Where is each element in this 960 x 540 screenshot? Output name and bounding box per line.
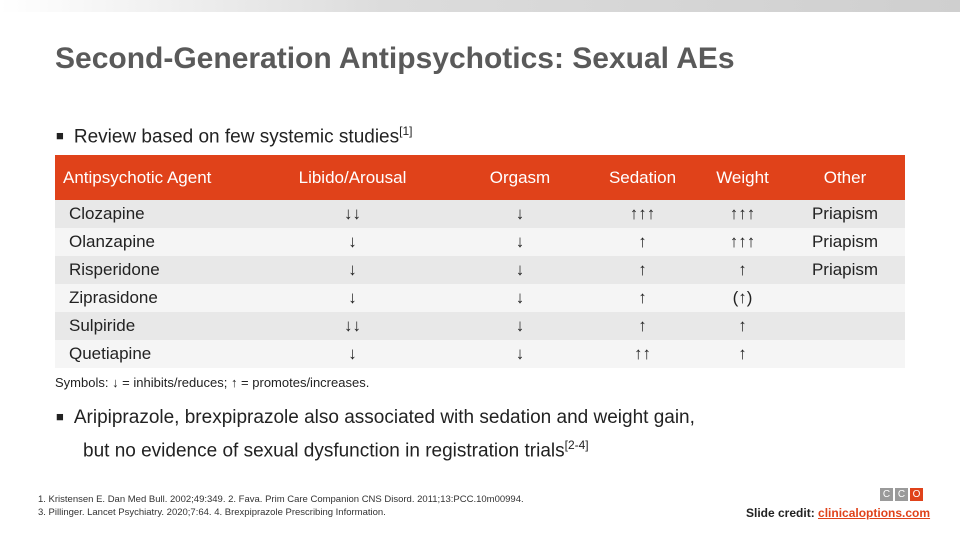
cell-orgasm: ↓: [515, 288, 525, 307]
cell-agent: Risperidone: [69, 260, 160, 279]
header-weight: Weight: [716, 167, 769, 187]
bullet-aripiprazole-line2: but no evidence of sexual dysfunction in registration trials: [83, 440, 565, 462]
cell-orgasm: ↓: [515, 344, 525, 363]
table-row: [55, 312, 905, 340]
cell-agent: Ziprasidone: [69, 288, 158, 307]
cell-agent: Sulpiride: [69, 316, 136, 335]
cell-sedation: ↑: [638, 288, 647, 307]
footnotes: [38, 493, 524, 519]
cell-other: Priapism: [811, 260, 879, 279]
symbols-legend: Symbols: ↓ = inhibits/reduces; ↑ = promotes/increases.: [55, 375, 370, 390]
cell-libido: ↓: [348, 288, 357, 307]
cell-weight: ↑: [738, 344, 747, 363]
cell-agent: Clozapine: [69, 204, 145, 223]
table-row: [55, 200, 905, 228]
table-row: [55, 284, 905, 312]
cell-sedation: ↑↑↑: [629, 204, 656, 223]
cell-libido: ↓: [348, 344, 357, 363]
bullet-review-ref: [1]: [399, 124, 413, 138]
cell-weight: ↑: [738, 260, 747, 279]
cell-weight: (↑): [732, 288, 753, 307]
footnote-line-2: 3. Pillinger. Lancet Psychiatry. 2020;7:64. 4. Brexpiprazole Prescribing Information.: [38, 507, 386, 518]
sexual-ae-table: [55, 155, 905, 368]
bullet-review-text: Review based on few systemic studies: [73, 126, 400, 148]
cell-sedation: ↑: [638, 232, 647, 251]
table-header: [55, 155, 905, 200]
slide-credit: [746, 506, 930, 520]
cell-orgasm: ↓: [515, 204, 525, 223]
bullet-square-icon: ■: [56, 128, 64, 144]
table-row: [55, 256, 905, 284]
header-orgasm: Orgasm: [489, 167, 551, 187]
cell-orgasm: ↓: [515, 316, 525, 335]
bullet-aripiprazole: [56, 404, 695, 464]
footnote-line-1: 1. Kristensen E. Dan Med Bull. 2002;49:349. 2. Fava. Prim Care Companion CNS Disord. 2011;13:PCC.10m00994.: [38, 494, 524, 505]
bullet-aripiprazole-line2-wrap: [56, 432, 695, 464]
credit-link[interactable]: clinicaloptions.com: [818, 506, 931, 520]
bullet-review: [56, 124, 412, 148]
logo-letter-c2: C: [895, 488, 908, 501]
cell-libido: ↓: [348, 260, 357, 279]
header-other: Other: [823, 167, 867, 187]
cell-libido: ↓: [348, 232, 357, 251]
logo-letter-c1: C: [880, 488, 893, 501]
table-row: [55, 228, 905, 256]
header-libido: Libido/Arousal: [298, 167, 407, 187]
cell-weight: ↑↑↑: [729, 204, 756, 223]
cell-orgasm: ↓: [515, 260, 525, 279]
bullet-square-icon: ■: [56, 409, 64, 424]
bullet-aripiprazole-line1: Aripiprazole, brexpiprazole also associated with sedation and weight gain,: [73, 407, 695, 428]
table-body: [55, 200, 905, 368]
cco-logo: [880, 488, 923, 501]
logo-letter-o: O: [910, 488, 923, 501]
cell-other: Priapism: [811, 232, 879, 251]
cell-sedation: ↑: [638, 316, 647, 335]
credit-label: Slide credit:: [746, 506, 815, 520]
header-agent: Antipsychotic Agent: [63, 167, 212, 187]
cell-sedation: ↑↑: [634, 344, 651, 363]
header-sedation: Sedation: [608, 167, 677, 187]
cell-libido: ↓↓: [344, 204, 361, 223]
cell-libido: ↓↓: [344, 316, 361, 335]
slide-title: Second-Generation Antipsychotics: Sexual AEs: [55, 42, 735, 75]
top-gradient-bar: [0, 0, 960, 12]
table-row: [55, 340, 905, 368]
cell-orgasm: ↓: [515, 232, 525, 251]
bullet-aripiprazole-ref: [2-4]: [564, 438, 589, 452]
cell-agent: Olanzapine: [69, 232, 156, 251]
cell-sedation: ↑: [638, 260, 647, 279]
cell-weight: ↑↑↑: [729, 232, 756, 251]
cell-agent: Quetiapine: [69, 344, 152, 363]
cell-other: Priapism: [811, 204, 879, 223]
cell-weight: ↑: [738, 316, 747, 335]
